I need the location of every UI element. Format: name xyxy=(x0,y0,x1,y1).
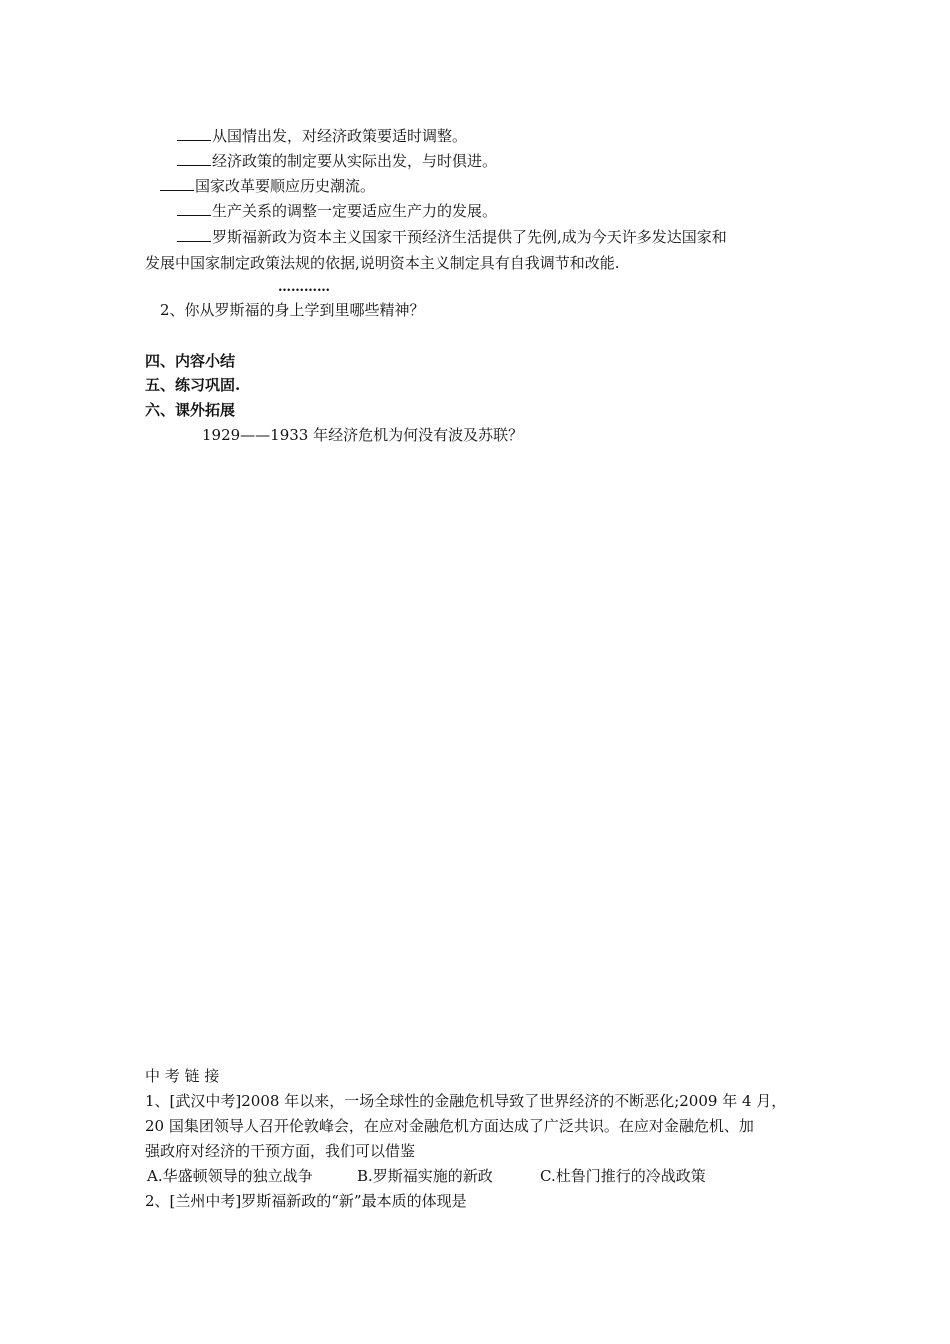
exam-q1-line2: 20 国集团领导人召开伦敦峰会，在应对金融危机方面达成了广泛共识。在应对金融危机、加 xyxy=(145,1117,754,1135)
ellipsis-dots: ………… xyxy=(278,280,330,295)
blank-line[interactable] xyxy=(160,175,194,191)
fill-item-5 xyxy=(177,225,727,249)
fill-item-text: 经济政策的制定要从实际出发，与时俱进。 xyxy=(212,152,498,170)
blank-line[interactable] xyxy=(177,125,211,141)
fill-item-text: 从国情出发，对经济政策要适时调整。 xyxy=(212,127,468,145)
exam-q1-option-b: B.罗斯福实施的新政 xyxy=(357,1167,493,1185)
section-heading-practice: 五、练习巩固. xyxy=(145,376,241,394)
exam-q2: 2、[兰州中考]罗斯福新政的“新”最本质的体现是 xyxy=(145,1192,467,1210)
exam-heading: 中 考 链 接 xyxy=(145,1067,220,1085)
fill-item-3 xyxy=(160,174,375,198)
exam-q1-option-a: A.华盛顿领导的独立战争 xyxy=(147,1167,313,1185)
fill-item-1 xyxy=(177,124,467,148)
exam-q1-option-c: C.杜鲁门推行的冷战政策 xyxy=(540,1167,706,1185)
question-2: 2、你从罗斯福的身上学到里哪些精神？ xyxy=(160,301,425,319)
fill-item-2 xyxy=(177,149,497,173)
exam-q1-line3: 强政府对经济的干预方面，我们可以借鉴 xyxy=(145,1142,416,1160)
section-heading-summary: 四、内容小结 xyxy=(145,352,236,370)
fill-item-text: 国家改革要顺应历史潮流。 xyxy=(195,177,376,195)
blank-line[interactable] xyxy=(177,150,211,166)
fill-item-4 xyxy=(177,199,497,223)
blank-line[interactable] xyxy=(177,200,211,216)
exam-q1-line1: 1、[武汉中考]2008 年以来，一场全球性的金融危机导致了世界经济的不断恶化;2009 年 4 月， xyxy=(145,1092,787,1110)
fill-item-5-continued: 发展中国家制定政策法规的依据,说明资本主义制定具有自我调节和改能. xyxy=(145,254,620,272)
section-heading-extension: 六、课外拓展 xyxy=(145,401,236,419)
blank-line[interactable] xyxy=(177,226,211,242)
extension-question: 1929——1933 年经济危机为何没有波及苏联？ xyxy=(202,426,524,444)
fill-item-text: 罗斯福新政为资本主义国家干预经济生活提供了先例,成为今天许多发达国家和 xyxy=(212,228,727,246)
fill-item-text: 生产关系的调整一定要适应生产力的发展。 xyxy=(212,202,498,220)
